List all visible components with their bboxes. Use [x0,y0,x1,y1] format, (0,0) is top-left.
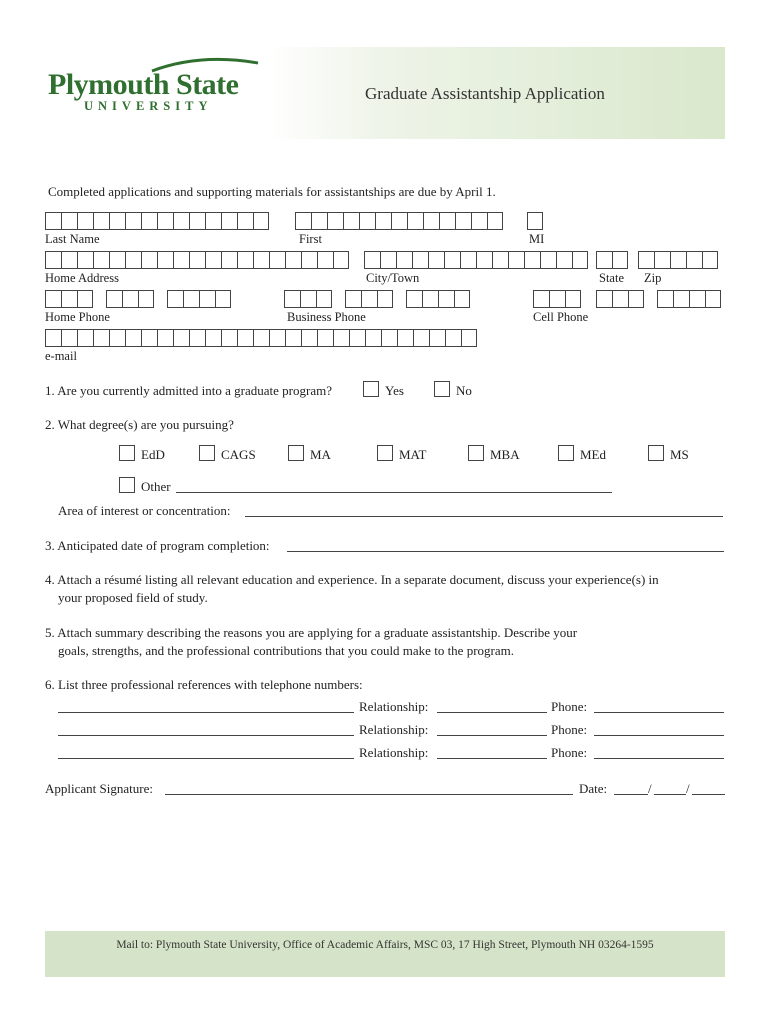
reference-1-phone-label: Phone: [551,699,588,714]
city-boxes[interactable] [364,251,588,269]
degree-ma-checkbox[interactable] [288,445,304,461]
reference-2-name-line[interactable] [58,735,354,736]
q1-no-label: No [456,383,472,398]
date-separator-1: / [648,781,652,796]
q4-line2: your proposed field of study. [58,590,208,605]
home-phone-line-boxes[interactable] [167,290,231,308]
cell-phone-prefix-boxes[interactable] [596,290,644,308]
date-year-line[interactable] [692,794,725,795]
cell-phone-area-boxes[interactable] [533,290,581,308]
reference-1-name-line[interactable] [58,712,354,713]
home-phone-prefix-boxes[interactable] [106,290,154,308]
page-title: Graduate Assistantship Application [365,84,605,103]
q3-text: 3. Anticipated date of program completion: [45,538,270,553]
mi-label: MI [529,232,545,246]
area-line[interactable] [245,516,723,517]
degree-mat-checkbox[interactable] [377,445,393,461]
state-label: State [599,271,624,285]
reference-2-phone-label: Phone: [551,722,588,737]
q3-line[interactable] [287,551,724,552]
reference-2-relationship-label: Relationship: [359,722,429,737]
signature-label: Applicant Signature: [45,781,153,796]
reference-1-relationship-line[interactable] [437,712,547,713]
q2-text: 2. What degree(s) are you pursuing? [45,417,234,432]
q1-yes-label: Yes [385,383,404,398]
cell-phone-label: Cell Phone [533,310,589,324]
footer-band [45,931,725,977]
date-label: Date: [579,781,608,796]
signature-line[interactable] [165,794,573,795]
degree-edd-checkbox[interactable] [119,445,135,461]
degree-mba-checkbox[interactable] [468,445,484,461]
business-phone-area-boxes[interactable] [284,290,332,308]
business-phone-prefix-boxes[interactable] [345,290,393,308]
q4-line1: 4. Attach a résumé listing all relevant education and experience. In a separate document, discuss your experience(s) in [45,572,659,587]
q5-line1: 5. Attach summary describing the reasons you are applying for a graduate assistantship. Describe your [45,625,578,640]
zip-boxes[interactable] [638,251,718,269]
email-boxes[interactable] [45,329,477,347]
degree-mat-label: MAT [399,447,427,462]
email-label: e-mail [45,349,77,363]
business-phone-label: Business Phone [287,310,366,324]
reference-3-phone-line[interactable] [594,758,724,759]
home-address-boxes[interactable] [45,251,349,269]
q5-line2: goals, strengths, and the professional contributions that you could make to the program. [58,643,514,658]
last-name-boxes[interactable] [45,212,269,230]
date-month-line[interactable] [614,794,648,795]
home-address-label: Home Address [45,271,119,285]
area-label: Area of interest or concentration: [58,503,231,518]
reference-3-relationship-label: Relationship: [359,745,429,760]
q1-yes-checkbox[interactable] [363,381,379,397]
reference-3-name-line[interactable] [58,758,354,759]
degree-med-label: MEd [580,447,606,462]
reference-1-relationship-label: Relationship: [359,699,429,714]
city-label: City/Town [366,271,420,285]
last-name-label: Last Name [45,232,100,246]
first-name-label: First [299,232,322,246]
degree-cags-checkbox[interactable] [199,445,215,461]
logo-sub: UNIVERSITY [84,99,213,113]
degree-cags-label: CAGS [221,447,256,462]
date-separator-2: / [686,781,690,796]
date-day-line[interactable] [654,794,686,795]
first-name-boxes[interactable] [295,212,503,230]
degree-ms-checkbox[interactable] [648,445,664,461]
home-phone-area-boxes[interactable] [45,290,93,308]
degree-edd-label: EdD [141,447,165,462]
degree-ma-label: MA [310,447,331,462]
degree-other-label: Other [141,479,171,494]
q6-text: 6. List three professional references with telephone numbers: [45,677,363,692]
reference-2-phone-line[interactable] [594,735,724,736]
degree-med-checkbox[interactable] [558,445,574,461]
degree-other-line[interactable] [176,492,612,493]
q1-no-checkbox[interactable] [434,381,450,397]
reference-1-phone-line[interactable] [594,712,724,713]
intro-text: Completed applications and supporting materials for assistantships are due by April 1. [48,184,496,199]
zip-label: Zip [644,271,662,285]
business-phone-line-boxes[interactable] [406,290,470,308]
reference-3-relationship-line[interactable] [437,758,547,759]
mailing-address: Mail to: Plymouth State University, Office of Academic Affairs, MSC 03, 17 High Street, Plymouth NH 03264-1595 [116,939,654,951]
degree-mba-label: MBA [490,447,520,462]
degree-other-checkbox[interactable] [119,477,135,493]
logo-name: Plymouth State [48,68,239,101]
degree-ms-label: MS [670,447,689,462]
reference-2-relationship-line[interactable] [437,735,547,736]
cell-phone-line-boxes[interactable] [657,290,721,308]
state-boxes[interactable] [596,251,628,269]
q1-text: 1. Are you currently admitted into a graduate program? [45,383,332,398]
reference-3-phone-label: Phone: [551,745,588,760]
mi-box[interactable] [527,212,543,230]
home-phone-label: Home Phone [45,310,110,324]
